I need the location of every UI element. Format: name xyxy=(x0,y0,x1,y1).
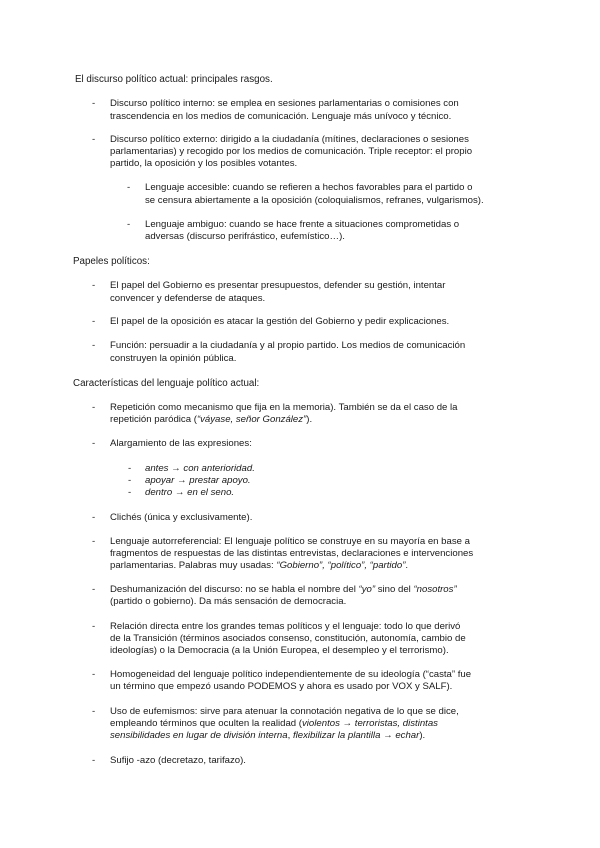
list-item-line: ideologías) o la Democracia (a la Unión Europea, el desempleo y el terrorismo). xyxy=(110,645,449,656)
sub-item-line: Lenguaje ambiguo: cuando se hace frente a situaciones comprometidas o xyxy=(145,219,460,230)
list-item-line: Sufijo -azo (decretazo, tarifazo). xyxy=(110,755,246,766)
section-heading: Papeles políticos: xyxy=(73,256,150,267)
example-line xyxy=(145,475,251,487)
bullet-dash: - xyxy=(92,584,96,595)
list-item-line: Alargamiento de las expresiones: xyxy=(110,438,252,449)
italic-example: flexibilizar la plantilla → echar xyxy=(292,730,420,741)
bullet-dash: - xyxy=(92,706,96,717)
bullet-dash: - xyxy=(128,463,132,474)
section-heading: Características del lenguaje político actual: xyxy=(73,378,260,389)
bullet-dash: - xyxy=(127,182,131,193)
bullet-dash: - xyxy=(128,487,132,498)
bullet-dash: - xyxy=(92,755,96,766)
italic-quote: “Gobierno”, “político”, “partido” xyxy=(276,560,406,571)
list-item-line: convencer y defenderse de ataques. xyxy=(110,293,266,304)
document-title: El discurso político actual: principales rasgos. xyxy=(75,74,273,85)
italic-quote: “yo” xyxy=(358,584,376,595)
list-item-line: El papel del Gobierno es presentar presupuestos, defender su gestión, intentar xyxy=(110,280,446,291)
text-run: repetición paródica ( xyxy=(110,414,197,425)
bullet-dash: - xyxy=(92,512,96,523)
list-item-line: trascendencia en los medios de comunicación. Lenguaje más unívoco y técnico. xyxy=(110,111,452,122)
list-item-line: fragmentos de respuestas de las distintas entrevistas, declaraciones e intervenciones xyxy=(110,548,474,559)
bullet-dash: - xyxy=(127,219,131,230)
list-item-line xyxy=(110,730,425,742)
list-item-line: Lenguaje autorreferencial: El lenguaje político se construye en su mayoría en base a xyxy=(110,536,470,547)
bullet-dash: - xyxy=(92,280,96,291)
bullet-dash: - xyxy=(92,621,96,632)
italic-example: sensibilidades en lugar de división interna xyxy=(110,730,288,741)
list-item-line xyxy=(110,560,408,572)
list-item-line: Clichés (única y exclusivamente). xyxy=(110,512,253,523)
list-item-line: (partido o gobierno). Da más sensación de democracia. xyxy=(110,596,347,607)
italic-example: antes → con anterioridad. xyxy=(145,463,255,474)
sub-item-line: adversas (discurso perifrástico, eufemístico…). xyxy=(145,231,345,242)
text-run: ). xyxy=(306,414,313,425)
list-item-line: Función: persuadir a la ciudadanía y al propio partido. Los medios de comunicación xyxy=(110,340,466,351)
list-item-line: Discurso político externo: dirigido a la ciudadanía (mítines, declaraciones o sesiones xyxy=(110,134,469,145)
italic-quote: “váyase, señor González” xyxy=(196,414,307,425)
list-item-line xyxy=(110,718,438,730)
text-run: Deshumanización del discurso: no se habla el nombre del xyxy=(110,584,359,595)
list-item-line: de la Transición (términos asociados consenso, constitución, autonomía, cambio de xyxy=(110,633,466,644)
example-line xyxy=(145,463,255,475)
text-run: , xyxy=(287,730,293,741)
bullet-dash: - xyxy=(92,536,96,547)
text-run: parlamentarias. Palabras muy usadas: xyxy=(110,560,277,571)
bullet-dash: - xyxy=(128,475,132,486)
italic-quote: “nosotros” xyxy=(413,584,457,595)
sub-item-line: se censura abiertamente a la oposición (coloquialismos, refranes, vulgarismos). xyxy=(145,195,484,206)
list-item-line: Repetición como mecanismo que fija en la memoria). También se da el caso de la xyxy=(110,402,458,413)
list-item-line: Discurso político interno: se emplea en sesiones parlamentarias o comisiones con xyxy=(110,98,459,109)
text-run: . xyxy=(405,560,409,571)
list-item-line: Homogeneidad del lenguaje político independientemente de su ideología (“casta” fue xyxy=(110,669,472,680)
bullet-dash: - xyxy=(92,340,96,351)
italic-example: dentro → en el seno. xyxy=(145,487,235,498)
bullet-dash: - xyxy=(92,98,96,109)
bullet-dash: - xyxy=(92,134,96,145)
text-run: empleando términos que oculten la realidad ( xyxy=(110,718,302,729)
text-run: sino del xyxy=(375,584,414,595)
bullet-dash: - xyxy=(92,438,96,449)
list-item-line: Uso de eufemismos: sirve para atenuar la connotación negativa de lo que se dice, xyxy=(110,706,459,717)
italic-example: apoyar → prestar apoyo. xyxy=(145,475,251,486)
bullet-dash: - xyxy=(92,669,96,680)
list-item-line: Relación directa entre los grandes temas políticos y el lenguaje: todo lo que derivó xyxy=(110,621,461,632)
list-item-line: un término que empezó usando PODEMOS y ahora es usado por VOX y SALF). xyxy=(110,681,453,692)
list-item-line: construyen la opinión pública. xyxy=(110,353,237,364)
text-run: ). xyxy=(419,730,426,741)
list-item-line: El papel de la oposición es atacar la gestión del Gobierno y pedir explicaciones. xyxy=(110,316,450,327)
bullet-dash: - xyxy=(92,316,96,327)
example-line xyxy=(145,487,234,499)
list-item-line: parlamentarias) y recogido por los medios de comunicación. Triple receptor: el propio xyxy=(110,146,473,157)
bullet-dash: - xyxy=(92,402,96,413)
list-item-line: partido, la oposición y los posibles votantes. xyxy=(110,158,298,169)
list-item-line xyxy=(110,414,312,426)
list-item-line xyxy=(110,584,457,596)
italic-example: violentos → terroristas, distintas xyxy=(302,718,438,729)
sub-item-line: Lenguaje accesible: cuando se refieren a hechos favorables para el partido o xyxy=(145,182,473,193)
